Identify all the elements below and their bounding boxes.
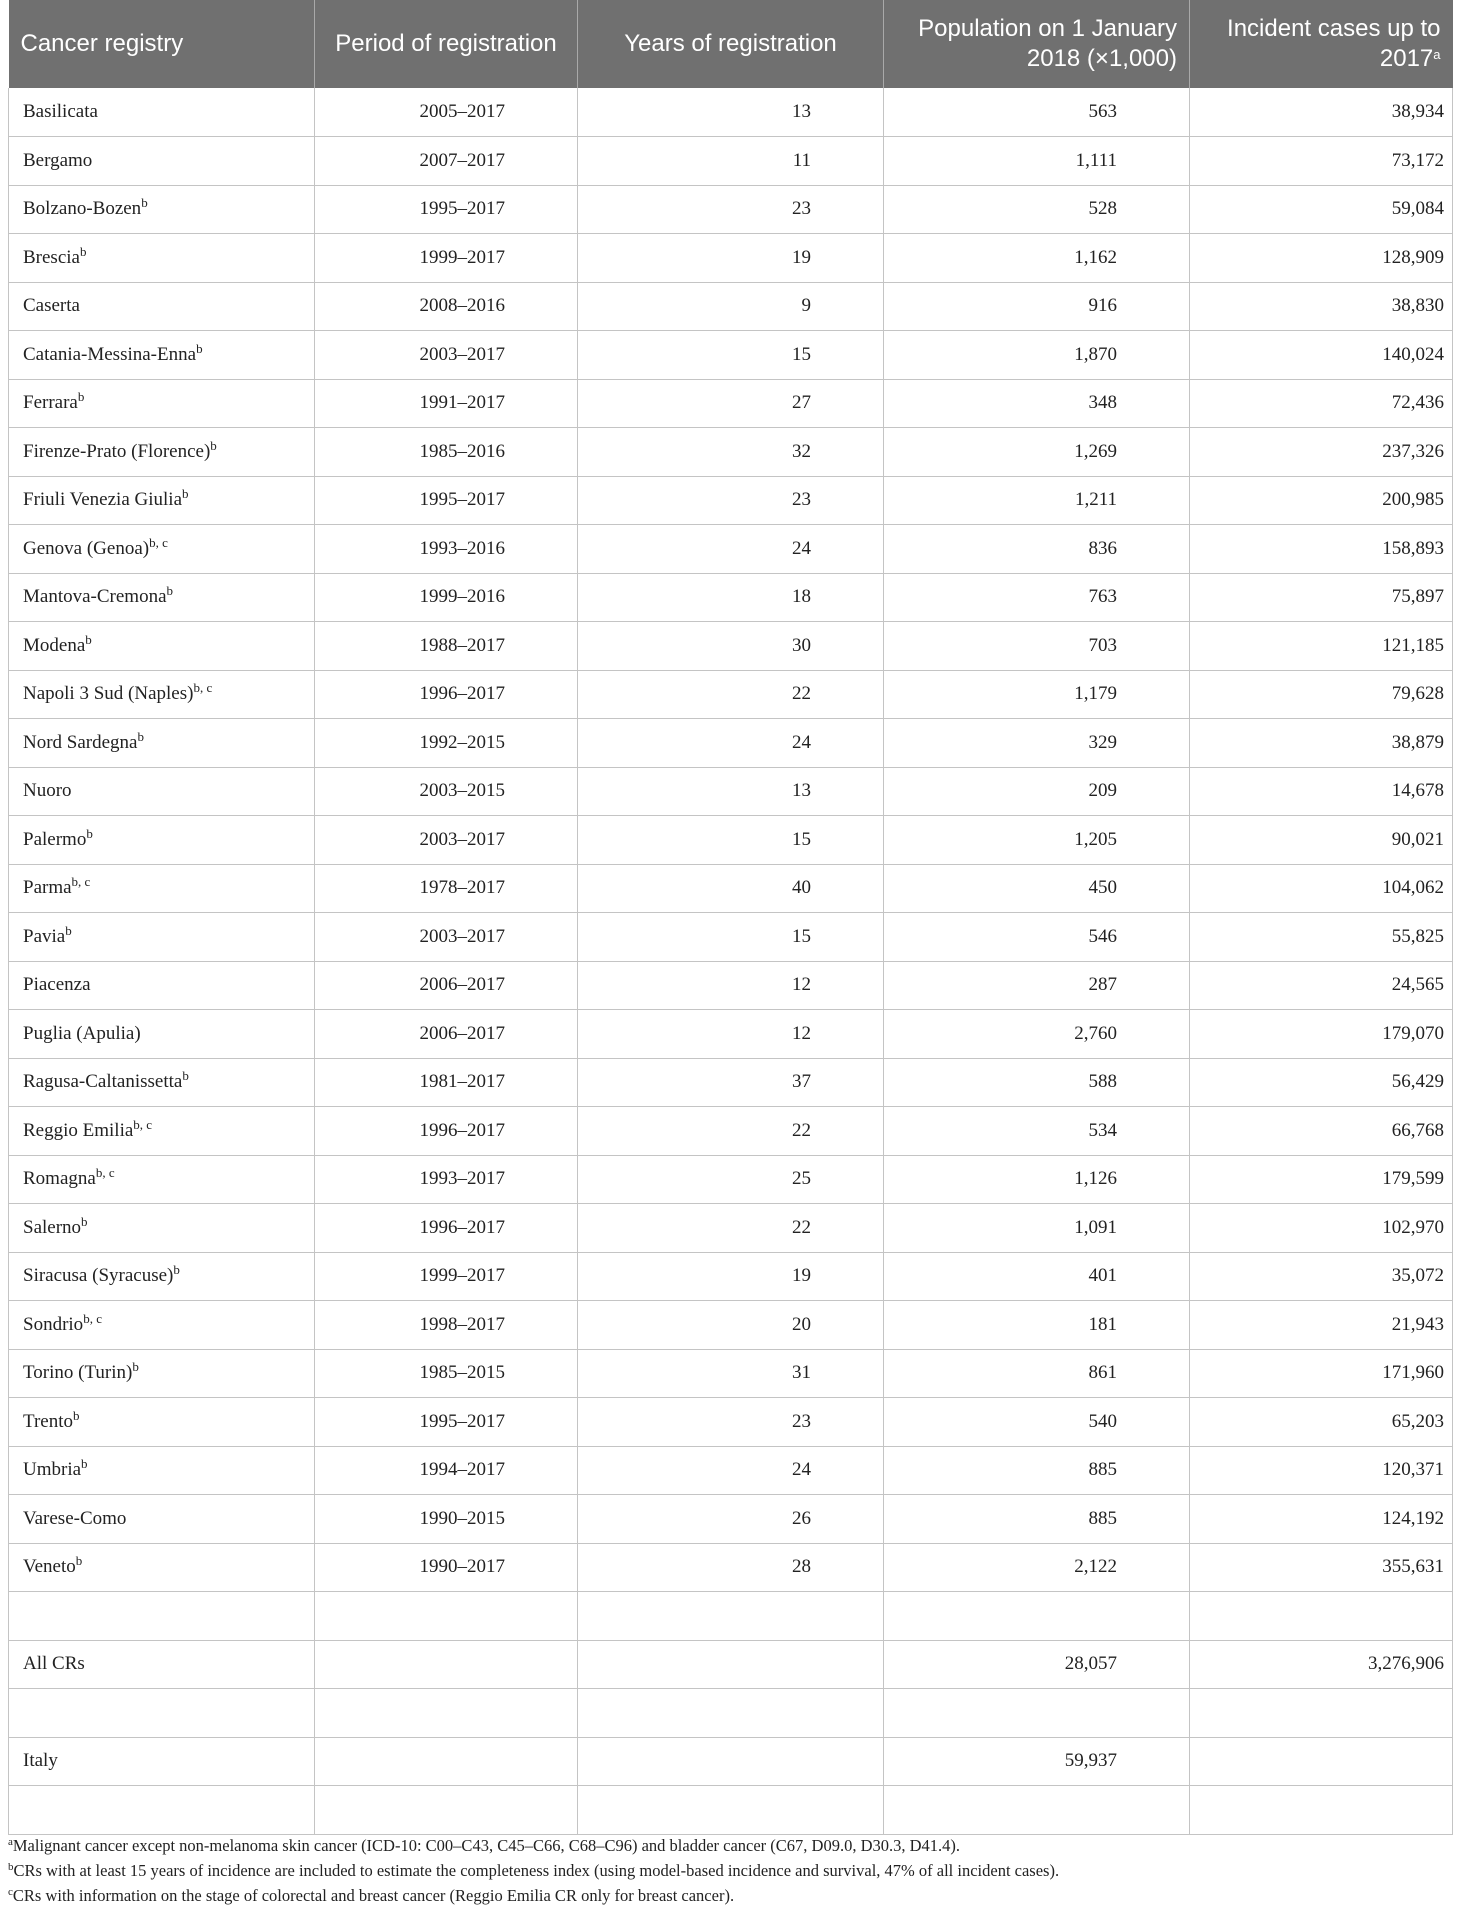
- period-cell: 2003–2017: [315, 913, 578, 962]
- population-cell: 1,126: [884, 1155, 1190, 1204]
- period-cell: 2006–2017: [315, 961, 578, 1010]
- registry-name-cell: Catania-Messina-Enna$^b$: [9, 331, 315, 380]
- table-row: [9, 1640, 1453, 1689]
- registry-name-cell: Italy: [9, 1737, 315, 1786]
- incident-cases-cell: 102,970: [1190, 1204, 1453, 1253]
- years-cell: 31: [578, 1349, 884, 1398]
- period-cell: 1991–2017: [315, 379, 578, 428]
- registry-name-cell: Salerno$^b$: [9, 1204, 315, 1253]
- population-cell: 861: [884, 1349, 1190, 1398]
- incident-cases-cell: 59,084: [1190, 185, 1453, 234]
- incident-cases-cell: 90,021: [1190, 816, 1453, 865]
- population-cell: 1,205: [884, 816, 1190, 865]
- period-cell: [315, 1737, 578, 1786]
- population-cell: 348: [884, 379, 1190, 428]
- population-cell: 916: [884, 282, 1190, 331]
- registry-name-cell: Bolzano-Bozen$^b$: [9, 185, 315, 234]
- incident-cases-cell: 75,897: [1190, 573, 1453, 622]
- incident-cases-cell: 179,599: [1190, 1155, 1453, 1204]
- population-cell: 401: [884, 1252, 1190, 1301]
- incident-cases-cell: [1190, 1737, 1453, 1786]
- period-cell: 2006–2017: [315, 1010, 578, 1059]
- column-header-period: Period of registration: [315, 0, 578, 88]
- population-cell: 329: [884, 719, 1190, 768]
- table-row: [9, 1495, 1453, 1544]
- table-row: [9, 1252, 1453, 1301]
- table-row: [9, 573, 1453, 622]
- years-cell: 19: [578, 1252, 884, 1301]
- years-cell: 27: [578, 379, 884, 428]
- table-row: [9, 88, 1453, 137]
- incident-cases-cell: 35,072: [1190, 1252, 1453, 1301]
- years-cell: 24: [578, 525, 884, 574]
- incident-cases-cell: 38,934: [1190, 88, 1453, 137]
- incident-cases-cell: 140,024: [1190, 331, 1453, 380]
- table-row: [9, 1689, 1453, 1738]
- period-cell: 1999–2016: [315, 573, 578, 622]
- registry-name-cell: Veneto$^b$: [9, 1543, 315, 1592]
- incident-cases-cell: 24,565: [1190, 961, 1453, 1010]
- registry-name-cell: Caserta: [9, 282, 315, 331]
- population-cell: [884, 1689, 1190, 1738]
- incident-cases-cell: 171,960: [1190, 1349, 1453, 1398]
- incident-cases-cell: 121,185: [1190, 622, 1453, 671]
- years-cell: 28: [578, 1543, 884, 1592]
- registry-table-container: [8, 0, 1452, 1835]
- years-cell: 37: [578, 1058, 884, 1107]
- population-cell: 1,211: [884, 476, 1190, 525]
- period-cell: 2003–2015: [315, 767, 578, 816]
- years-cell: 26: [578, 1495, 884, 1544]
- years-cell: 22: [578, 670, 884, 719]
- incident-cases-cell: 200,985: [1190, 476, 1453, 525]
- period-cell: 1996–2017: [315, 1204, 578, 1253]
- table-row: [9, 1786, 1453, 1835]
- years-cell: 11: [578, 137, 884, 186]
- period-cell: 1993–2017: [315, 1155, 578, 1204]
- period-cell: 1988–2017: [315, 622, 578, 671]
- incident-cases-cell: 128,909: [1190, 234, 1453, 283]
- period-cell: 2003–2017: [315, 816, 578, 865]
- registry-name-cell: Puglia (Apulia): [9, 1010, 315, 1059]
- registry-name-cell: Torino (Turin)$^b$: [9, 1349, 315, 1398]
- years-cell: 12: [578, 961, 884, 1010]
- population-cell: 1,269: [884, 428, 1190, 477]
- incident-cases-cell: 104,062: [1190, 864, 1453, 913]
- period-cell: 2005–2017: [315, 88, 578, 137]
- table-row: [9, 1592, 1453, 1641]
- incident-cases-cell: 120,371: [1190, 1446, 1453, 1495]
- years-cell: 13: [578, 767, 884, 816]
- table-row: [9, 185, 1453, 234]
- incident-cases-cell: 158,893: [1190, 525, 1453, 574]
- period-cell: 1990–2015: [315, 1495, 578, 1544]
- years-cell: 40: [578, 864, 884, 913]
- period-cell: 1998–2017: [315, 1301, 578, 1350]
- table-row: [9, 670, 1453, 719]
- period-cell: 1994–2017: [315, 1446, 578, 1495]
- registry-name-cell: Mantova-Cremona$^b$: [9, 573, 315, 622]
- years-cell: [578, 1592, 884, 1641]
- population-cell: 59,937: [884, 1737, 1190, 1786]
- population-cell: 563: [884, 88, 1190, 137]
- years-cell: 9: [578, 282, 884, 331]
- table-row: [9, 1737, 1453, 1786]
- incident-cases-cell: [1190, 1689, 1453, 1738]
- incident-cases-cell: 73,172: [1190, 137, 1453, 186]
- incident-cases-cell: 21,943: [1190, 1301, 1453, 1350]
- incident-cases-cell: 237,326: [1190, 428, 1453, 477]
- table-row: [9, 1107, 1453, 1156]
- period-cell: 1995–2017: [315, 185, 578, 234]
- registry-name-cell: [9, 1689, 315, 1738]
- population-cell: 836: [884, 525, 1190, 574]
- period-cell: [315, 1640, 578, 1689]
- registry-name-cell: Varese-Como: [9, 1495, 315, 1544]
- years-cell: [578, 1640, 884, 1689]
- period-cell: 1999–2017: [315, 234, 578, 283]
- period-cell: 2008–2016: [315, 282, 578, 331]
- years-cell: 24: [578, 1446, 884, 1495]
- incident-cases-cell: 3,276,906: [1190, 1640, 1453, 1689]
- period-cell: [315, 1689, 578, 1738]
- registry-name-cell: Parma$^{b, c}$: [9, 864, 315, 913]
- incident-cases-cell: 72,436: [1190, 379, 1453, 428]
- incident-cases-cell: 66,768: [1190, 1107, 1453, 1156]
- table-row: [9, 234, 1453, 283]
- population-cell: 209: [884, 767, 1190, 816]
- registry-name-cell: Nuoro: [9, 767, 315, 816]
- population-cell: 2,122: [884, 1543, 1190, 1592]
- table-row: [9, 1155, 1453, 1204]
- population-cell: 885: [884, 1446, 1190, 1495]
- population-cell: 885: [884, 1495, 1190, 1544]
- period-cell: 1999–2017: [315, 1252, 578, 1301]
- period-cell: 1996–2017: [315, 670, 578, 719]
- table-row: [9, 767, 1453, 816]
- population-cell: 546: [884, 913, 1190, 962]
- footnotes: [8, 1833, 1452, 1908]
- years-cell: 13: [578, 88, 884, 137]
- period-cell: 1981–2017: [315, 1058, 578, 1107]
- years-cell: [578, 1786, 884, 1835]
- years-cell: 20: [578, 1301, 884, 1350]
- period-cell: 1978–2017: [315, 864, 578, 913]
- years-cell: 15: [578, 913, 884, 962]
- population-cell: 1,870: [884, 331, 1190, 380]
- years-cell: 30: [578, 622, 884, 671]
- incident-cases-cell: 55,825: [1190, 913, 1453, 962]
- registry-name-cell: Modena$^b$: [9, 622, 315, 671]
- population-cell: 534: [884, 1107, 1190, 1156]
- population-cell: 28,057: [884, 1640, 1190, 1689]
- table-row: [9, 913, 1453, 962]
- years-cell: 22: [578, 1107, 884, 1156]
- incident-cases-cell: [1190, 1786, 1453, 1835]
- population-cell: 1,091: [884, 1204, 1190, 1253]
- column-header-incident-cases: Incident cases up to 2017$^a$: [1190, 0, 1453, 88]
- table-row: [9, 476, 1453, 525]
- incident-cases-cell: 65,203: [1190, 1398, 1453, 1447]
- incident-cases-cell: 38,830: [1190, 282, 1453, 331]
- period-cell: 2003–2017: [315, 331, 578, 380]
- table-header-row: [9, 0, 1453, 88]
- years-cell: 23: [578, 1398, 884, 1447]
- registry-name-cell: Bergamo: [9, 137, 315, 186]
- years-cell: [578, 1737, 884, 1786]
- registry-name-cell: [9, 1592, 315, 1641]
- population-cell: [884, 1592, 1190, 1641]
- incident-cases-cell: 179,070: [1190, 1010, 1453, 1059]
- incident-cases-cell: 38,879: [1190, 719, 1453, 768]
- registry-name-cell: Ragusa-Caltanissetta$^b$: [9, 1058, 315, 1107]
- registry-name-cell: All CRs: [9, 1640, 315, 1689]
- population-cell: 1,179: [884, 670, 1190, 719]
- registry-name-cell: Umbria$^b$: [9, 1446, 315, 1495]
- column-header-years: Years of registration: [578, 0, 884, 88]
- period-cell: 1992–2015: [315, 719, 578, 768]
- incident-cases-cell: 14,678: [1190, 767, 1453, 816]
- incident-cases-cell: 355,631: [1190, 1543, 1453, 1592]
- years-cell: 22: [578, 1204, 884, 1253]
- footnote-c: $^c$CRs with information on the stage of colorectal and breast cancer (Reggio Emilia CR only for breast cancer).: [8, 1886, 735, 1905]
- period-cell: 1985–2016: [315, 428, 578, 477]
- registry-name-cell: Friuli Venezia Giulia$^b$: [9, 476, 315, 525]
- table-row: [9, 282, 1453, 331]
- years-cell: 18: [578, 573, 884, 622]
- incident-cases-cell: 124,192: [1190, 1495, 1453, 1544]
- population-cell: 1,162: [884, 234, 1190, 283]
- registry-name-cell: Genova (Genoa)$^{b, c}$: [9, 525, 315, 574]
- column-header-cancer-registry: Cancer registry: [9, 0, 315, 88]
- population-cell: 181: [884, 1301, 1190, 1350]
- population-cell: 1,111: [884, 137, 1190, 186]
- period-cell: [315, 1592, 578, 1641]
- table-row: [9, 1204, 1453, 1253]
- years-cell: 24: [578, 719, 884, 768]
- years-cell: 15: [578, 331, 884, 380]
- period-cell: 1995–2017: [315, 1398, 578, 1447]
- population-cell: 2,760: [884, 1010, 1190, 1059]
- table-row: [9, 1446, 1453, 1495]
- table-row: [9, 1010, 1453, 1059]
- registry-table: [8, 0, 1453, 1835]
- years-cell: 15: [578, 816, 884, 865]
- incident-cases-cell: 79,628: [1190, 670, 1453, 719]
- registry-name-cell: [9, 1786, 315, 1835]
- registry-name-cell: Nord Sardegna$^b$: [9, 719, 315, 768]
- registry-name-cell: Reggio Emilia$^{b, c}$: [9, 1107, 315, 1156]
- population-cell: 287: [884, 961, 1190, 1010]
- table-row: [9, 1543, 1453, 1592]
- table-row: [9, 816, 1453, 865]
- years-cell: 23: [578, 476, 884, 525]
- table-row: [9, 864, 1453, 913]
- period-cell: 1993–2016: [315, 525, 578, 574]
- table-row: [9, 961, 1453, 1010]
- column-header-population: Population on 1 January 2018 (×1,000): [884, 0, 1190, 88]
- table-row: [9, 1349, 1453, 1398]
- registry-name-cell: Pavia$^b$: [9, 913, 315, 962]
- registry-name-cell: Palermo$^b$: [9, 816, 315, 865]
- years-cell: 19: [578, 234, 884, 283]
- footnote-a: $^a$Malignant cancer except non-melanoma skin cancer (ICD-10: C00–C43, C45–C66, C68–C96) and bladder cancer (C67, D09.0, D30.3, D41.4).: [8, 1836, 961, 1855]
- table-row: [9, 1301, 1453, 1350]
- registry-name-cell: Napoli 3 Sud (Naples)$^{b, c}$: [9, 670, 315, 719]
- population-cell: [884, 1786, 1190, 1835]
- incident-cases-cell: [1190, 1592, 1453, 1641]
- table-row: [9, 622, 1453, 671]
- period-cell: 1995–2017: [315, 476, 578, 525]
- years-cell: [578, 1689, 884, 1738]
- table-row: [9, 1398, 1453, 1447]
- table-row: [9, 331, 1453, 380]
- population-cell: 588: [884, 1058, 1190, 1107]
- period-cell: 1996–2017: [315, 1107, 578, 1156]
- table-row: [9, 379, 1453, 428]
- registry-name-cell: Brescia$^b$: [9, 234, 315, 283]
- population-cell: 528: [884, 185, 1190, 234]
- period-cell: [315, 1786, 578, 1835]
- years-cell: 12: [578, 1010, 884, 1059]
- period-cell: 2007–2017: [315, 137, 578, 186]
- incident-cases-cell: 56,429: [1190, 1058, 1453, 1107]
- table-row: [9, 137, 1453, 186]
- registry-name-cell: Firenze-Prato (Florence)$^b$: [9, 428, 315, 477]
- years-cell: 23: [578, 185, 884, 234]
- footnote-b: $^b$CRs with at least 15 years of incidence are included to estimate the completeness index (using model-based incidence and survival, 47% of all incident cases).: [8, 1861, 1060, 1880]
- years-cell: 32: [578, 428, 884, 477]
- population-cell: 703: [884, 622, 1190, 671]
- registry-name-cell: Sondrio$^{b, c}$: [9, 1301, 315, 1350]
- population-cell: 763: [884, 573, 1190, 622]
- registry-name-cell: Trento$^b$: [9, 1398, 315, 1447]
- period-cell: 1990–2017: [315, 1543, 578, 1592]
- registry-name-cell: Basilicata: [9, 88, 315, 137]
- table-row: [9, 525, 1453, 574]
- registry-name-cell: Romagna$^{b, c}$: [9, 1155, 315, 1204]
- registry-name-cell: Ferrara$^b$: [9, 379, 315, 428]
- table-row: [9, 428, 1453, 477]
- years-cell: 25: [578, 1155, 884, 1204]
- table-row: [9, 1058, 1453, 1107]
- registry-name-cell: Piacenza: [9, 961, 315, 1010]
- period-cell: 1985–2015: [315, 1349, 578, 1398]
- population-cell: 450: [884, 864, 1190, 913]
- registry-name-cell: Siracusa (Syracuse)$^b$: [9, 1252, 315, 1301]
- table-row: [9, 719, 1453, 768]
- population-cell: 540: [884, 1398, 1190, 1447]
